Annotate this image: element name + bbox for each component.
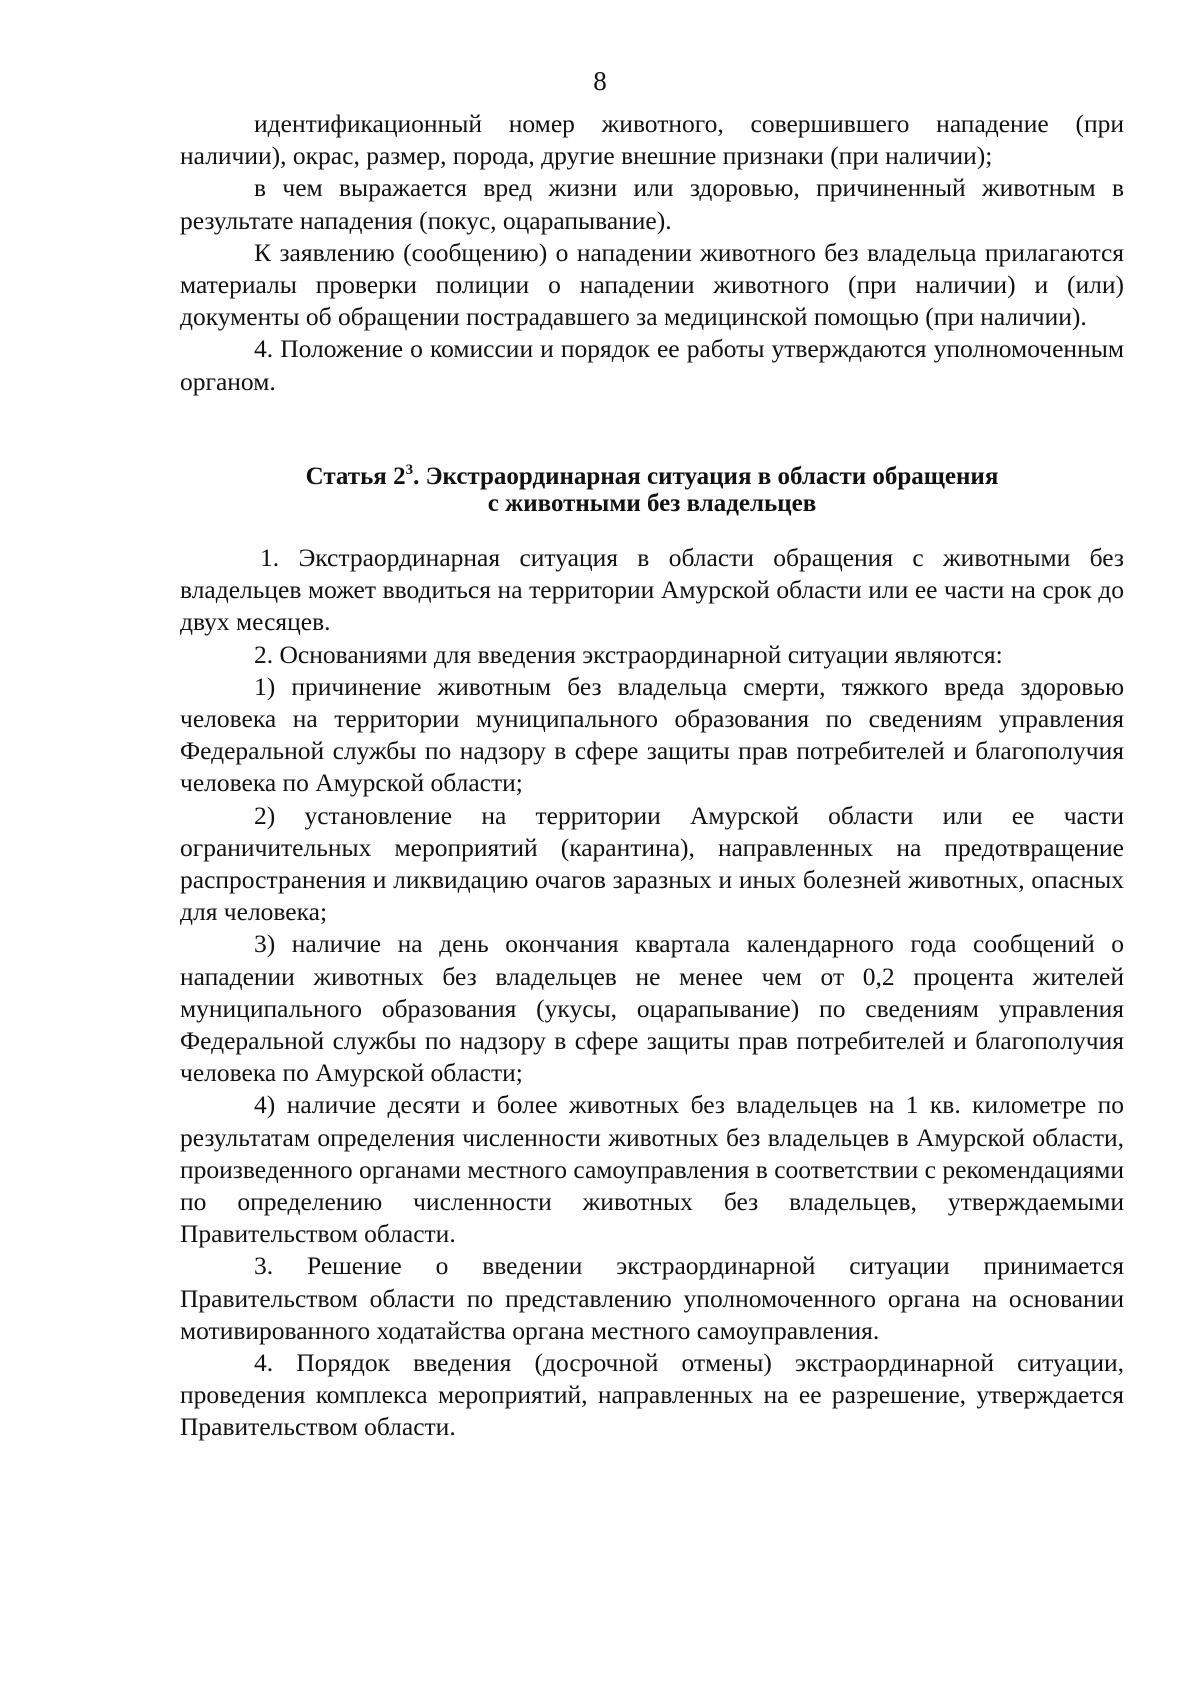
paragraph: 2. Основаниями для введения экстраординарной ситуации являются: xyxy=(254,639,1003,669)
list-item: 1) причинение животным без владельца смерти, тяжкого вреда здоровью человека на территории муниципального образования по сведениям управления Федеральной службы по надзору в сфере защиты прав потребителей и благополучия человека по Амурской области; xyxy=(180,671,1124,798)
paragraph: идентификационный номер животного, совершившего нападение (при наличии), окрас, размер, порода, другие внешние признаки (при наличии); xyxy=(180,109,1124,171)
paragraph: 1. Экстраординарная ситуация в области обращения с животными без владельцев может вводиться на территории Амурской области или ее части на срок до двух месяцев. xyxy=(180,543,1124,637)
article-heading-line-2: с животными без владельцев xyxy=(487,490,817,517)
list-item: 2) установление на территории Амурской области или ее части ограничительных мероприятий (карантина), направленных на предотвращение распространения и ликвидацию очагов заразных и иных болезней животных, опасных для человека; xyxy=(180,800,1124,927)
list-item: 4) наличие десяти и более животных без владельцев на 1 кв. километре по результатам определения численности животных без владельцев в Амурской области, произведенного органами местного самоуправления в соответствии с рекомендациями по определению численности животных без владельцев, утверждаемыми Правительством области. xyxy=(180,1090,1124,1249)
continuation-text xyxy=(180,108,1124,398)
article-heading xyxy=(180,463,1124,517)
list-item: 3) наличие на день окончания квартала календарного года сообщений о нападении животных без владельцев не менее чем от 0,2 процента жителей муниципального образования (укусы, оцарапывание) по сведениям управления Федеральной службы по надзору в сфере защиты прав потребителей и благополучия человека по Амурской области; xyxy=(180,929,1124,1088)
paragraph: 4. Положение о комиссии и порядок ее работы утверждаются уполномоченным органом. xyxy=(180,334,1124,396)
article-number: Статья 2 xyxy=(305,463,406,490)
paragraph: в чем выражается вред жизни или здоровью, причиненный животным в результате нападения (покус, оцарапывание). xyxy=(180,173,1124,235)
page-number: 8 xyxy=(593,66,607,96)
article-title-part-1: . Экстраординарная ситуация в области обращения xyxy=(413,463,999,490)
article-body xyxy=(180,542,1124,1444)
article-number-superscript: 3 xyxy=(405,462,414,478)
paragraph: К заявлению (сообщению) о нападении животного без владельца прилагаются материалы проверки полиции о нападении животного (при наличии) и (или) документы об обращении пострадавшего за медицинской помощью (при наличии). xyxy=(180,237,1124,332)
paragraph: 3. Решение о введении экстраординарной ситуации принимается Правительством области по представлению уполномоченного органа на основании мотивированного ходатайства органа местного самоуправления. xyxy=(180,1251,1124,1345)
article-heading-line-1 xyxy=(180,463,1124,490)
paragraph: 4. Порядок введения (досрочной отмены) экстраординарной ситуации, проведения комплекса мероприятий, направленных на ее разрешение, утверждается Правительством области. xyxy=(180,1348,1124,1442)
